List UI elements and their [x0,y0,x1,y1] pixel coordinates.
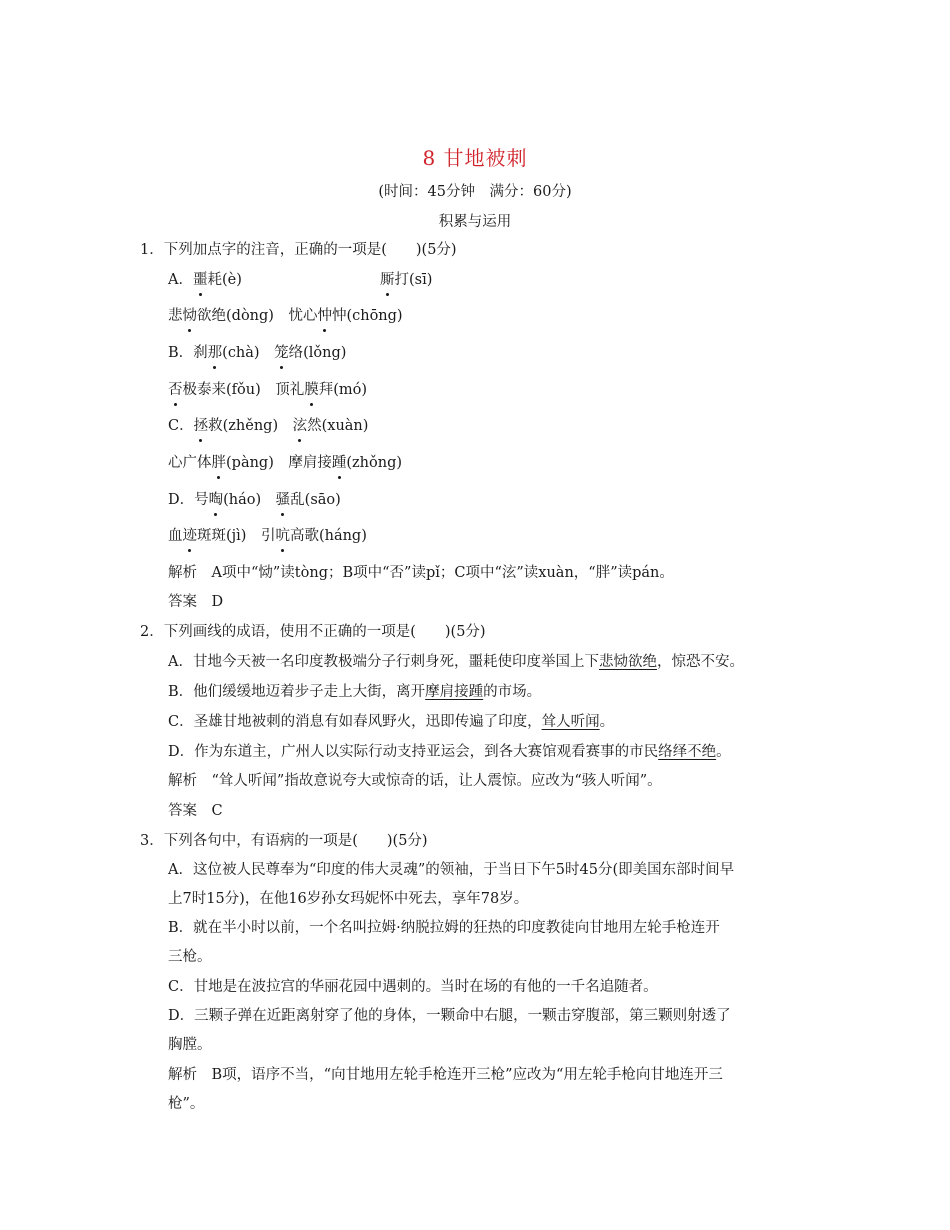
dotted-char: 拯 [193,418,209,434]
q1-answer: 答案 D [168,594,224,610]
exam-info: (时间：45分钟 满分：60分) [378,184,572,200]
page-title: 8 甘地被刺 [422,146,528,170]
q2-option-a: A．甘地今天被一名印度教极端分子行刺身死，噩耗使印度举国上下悲恸欲绝，惊恐不安。 [168,654,744,670]
underlined-idiom: 摩肩接踵 [425,684,484,700]
q2-option-d: D．作为东道主，广州人以实际行动支持亚运会，到各大赛馆观看赛事的市民络绎不绝。 [168,744,731,760]
q1-option-a-item2: 厮打(sī) [380,272,433,288]
dotted-char: 啕 [208,492,224,508]
q2-stem: 2．下列画线的成语，使用不正确的一项是( )(5分) [140,624,486,640]
dotted-char: 噩 [192,272,208,288]
q1-option-c-line1: C．拯救(zhěng) 泫然(xuàn) [168,418,369,434]
dotted-char: 泫 [292,418,308,434]
q2-analysis: 解析 “耸人听闻”指故意说夸大或惊奇的话，让人震惊。应改为“骇人听闻”。 [168,773,662,789]
dotted-char: 忡 [317,308,332,324]
q1-option-b-line1: B．刹那(chà) 笼络(lǒng) [168,345,347,361]
q3-stem: 3．下列各句中，有语病的一项是( )(5分) [140,833,428,849]
q1-stem: 1．下列加点字的注音，正确的一项是( )(5分) [140,242,457,258]
section-heading: 积累与运用 [438,214,512,230]
underlined-idiom: 络绎不绝 [658,744,717,760]
q3-option-a-line1: A．这位被人民尊奉为“印度的伟大灵魂”的领袖，于当日下午5时45分(即美国东部时间早 [168,862,735,878]
q1-analysis: 解析 A项中“恸”读tòng；B项中“否”读pǐ；C项中“泫”读xuàn，“胖”读pán。 [168,565,674,581]
q3-option-a-line2: 上7时15分)，在他16岁孙女玛妮怀中死去，享年78岁。 [168,891,529,907]
dotted-char: 笼 [274,345,289,361]
q1-option-a-line2: 悲恸欲绝(dòng) 忧心忡忡(chōng) [168,308,403,324]
q1-option-c-line2: 心广体胖(pàng) 摩肩接踵(zhǒng) [168,455,403,471]
q3-option-d-line1: D．三颗子弹在近距离射穿了他的身体，一颗命中右腿，一颗击穿腹部，第三颗则射透了 [168,1008,731,1024]
dotted-char: 膜 [304,382,319,398]
underlined-idiom: 悲恸欲绝 [598,654,657,670]
dotted-char: 恸 [182,308,197,324]
dotted-char: 胖 [211,455,226,471]
q1-option-d-line2: 血迹斑斑(jì) 引吭高歌(háng) [168,528,367,544]
q3-option-b-line1: B．就在半小时以前，一个名叫拉姆·纳脱拉姆的狂热的印度教徒向甘地用左轮手枪连开 [168,920,720,936]
dotted-char: 那 [207,345,223,361]
dotted-char: 吭 [275,528,290,544]
dotted-char: 踵 [331,455,347,471]
q3-analysis-line2: 枪”。 [168,1096,205,1112]
q2-option-c: C．圣雄甘地被刺的消息有如春风野火，迅即传遍了印度，耸人听闻。 [168,714,615,730]
q3-option-c: C．甘地是在波拉宫的华丽花园中遇刺的。当时在场的有他的一千名追随者。 [168,979,658,995]
dotted-char: 迹 [182,528,197,544]
q3-option-b-line2: 三枪。 [168,949,212,965]
q1-option-d-line1: D．号啕(háo) 骚乱(sāo) [168,492,341,508]
underlined-idiom: 耸人听闻 [541,714,600,730]
dotted-char: 否 [168,382,183,398]
q2-answer: 答案 C [168,803,223,819]
q3-analysis-line1: 解析 B项，语序不当，“向甘地用左轮手枪连开三枪”应改为“用左轮手枪向甘地连开三 [168,1067,723,1083]
q3-option-d-line2: 胸膛。 [168,1037,212,1053]
dotted-char: 厮 [380,272,395,288]
q1-option-b-line2: 否极泰来(fǒu) 顶礼膜拜(mó) [168,382,368,398]
q1-option-a-line1: A．噩耗(è) [168,272,242,288]
dotted-char: 骚 [275,492,291,508]
q2-option-b: B．他们缓缓地迈着步子走上大街，离开摩肩接踵的市场。 [168,684,542,700]
